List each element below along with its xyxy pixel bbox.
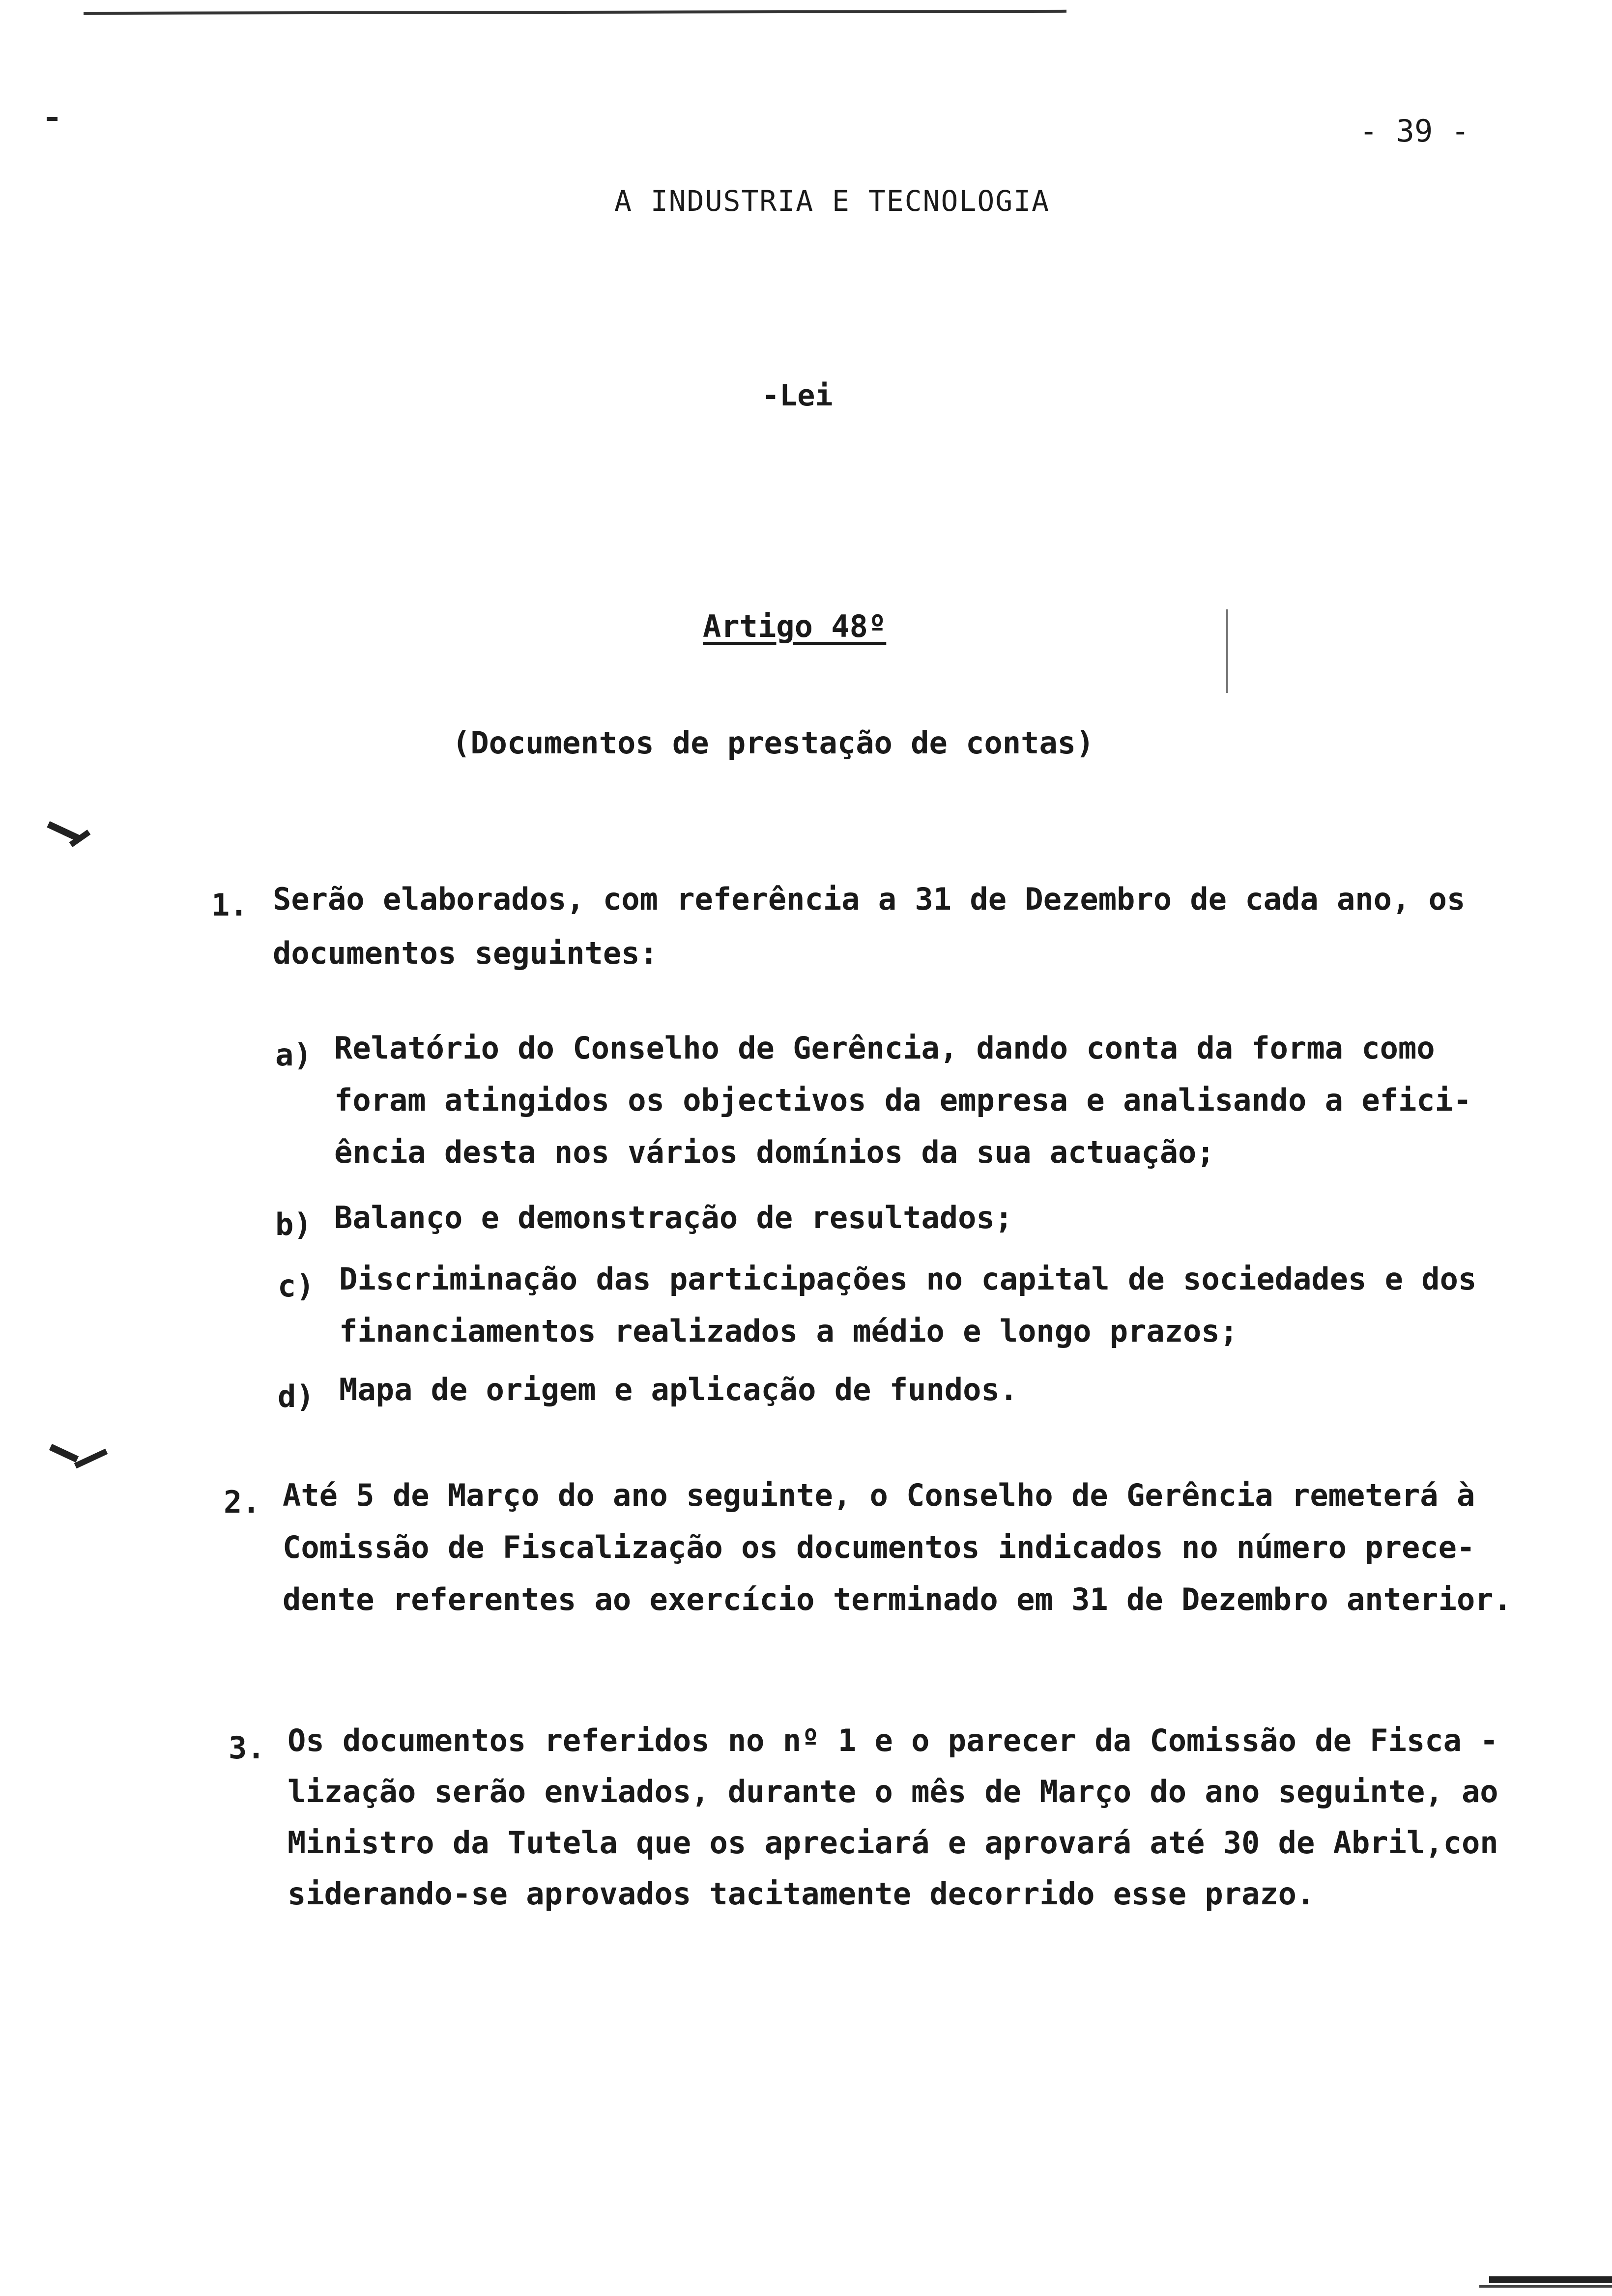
item-letter: a) xyxy=(275,1037,312,1073)
section-number: 1. xyxy=(211,887,248,923)
item-text xyxy=(334,1192,1013,1244)
paragraph-line: dente referentes ao exercício terminado em 31 de Dezembro anterior. xyxy=(283,1581,1512,1617)
section-number: 2. xyxy=(224,1484,260,1520)
document-subheading: -Lei xyxy=(762,378,833,413)
section-paragraph xyxy=(273,872,1465,980)
item-line: ência desta nos vários domínios da sua actuação; xyxy=(334,1134,1215,1170)
item-text xyxy=(334,1022,1471,1178)
item-line: Discriminação das participações no capital de sociedades e dos xyxy=(339,1261,1477,1297)
item-line: Balanço e demonstração de resultados; xyxy=(334,1200,1013,1235)
item-line: Relatório do Conselho de Gerência, dando conta da forma como xyxy=(334,1030,1435,1066)
item-line: foram atingidos os objectivos da empresa e analisando a efici- xyxy=(334,1082,1472,1118)
section-number: 3. xyxy=(229,1730,265,1766)
document-heading: A INDUSTRIA E TECNOLOGIA xyxy=(614,184,1050,218)
item-line: financiamentos realizados a médio e longo prazos; xyxy=(339,1313,1238,1349)
paragraph-line: lização serão enviados, durante o mês de Março do ano seguinte, ao xyxy=(288,1774,1498,1809)
item-text xyxy=(339,1253,1476,1357)
scan-mark xyxy=(47,117,58,121)
paragraph-line: documentos seguintes: xyxy=(273,935,658,971)
paragraph-line: Ministro da Tutela que os apreciará e aprovará até 30 de Abril,con xyxy=(288,1825,1498,1861)
paragraph-line: siderando-se aprovados tacitamente decorrido esse prazo. xyxy=(288,1876,1315,1912)
item-letter: b) xyxy=(275,1206,312,1242)
article-subtitle: (Documentos de prestação de contas) xyxy=(452,725,1094,761)
item-letter: d) xyxy=(278,1378,315,1414)
scan-mark xyxy=(74,1449,108,1468)
paragraph-line: Os documentos referidos no nº 1 e o parecer da Comissão de Fisca - xyxy=(288,1722,1498,1758)
scan-mark xyxy=(1226,609,1228,693)
scan-mark xyxy=(49,1444,79,1463)
top-rule xyxy=(84,10,1066,15)
page-number: - 39 - xyxy=(1359,113,1469,149)
paragraph-line: Serão elaborados, com referência a 31 de Dezembro de cada ano, os xyxy=(273,881,1466,917)
section-paragraph xyxy=(288,1715,1498,1920)
item-text xyxy=(339,1364,1018,1416)
item-line: Mapa de origem e aplicação de fundos. xyxy=(339,1372,1018,1407)
item-letter: c) xyxy=(278,1268,315,1304)
paragraph-line: Comissão de Fiscalização os documentos indicados no número prece- xyxy=(283,1529,1475,1565)
bottom-rule xyxy=(1479,2285,1612,2288)
paragraph-line: Até 5 de Março do ano seguinte, o Conselho de Gerência remeterá à xyxy=(283,1477,1475,1513)
article-title: Artigo 48º xyxy=(703,608,887,644)
section-paragraph xyxy=(283,1469,1512,1626)
bottom-rule xyxy=(1489,2276,1612,2283)
